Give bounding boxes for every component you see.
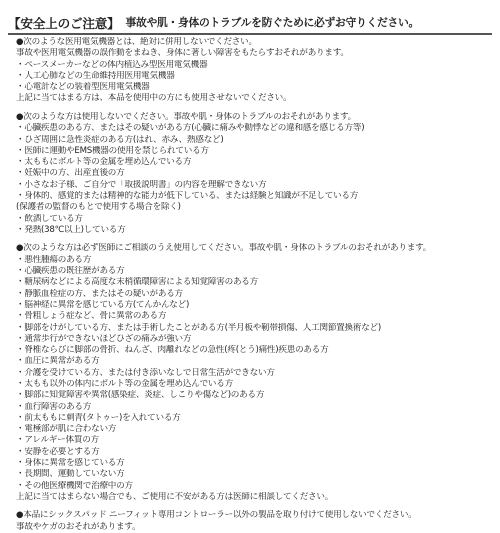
notice-line: ・ペースメーカーなどの体内植込み型医用電気機器 — [16, 59, 208, 70]
notice-line: 上記に当てはまる方は、本品を使用中の方にも使用させないでください。 — [16, 93, 292, 104]
section-lead-line: ●次のような医用電気機器とは、絶対に併用しないでください。 — [16, 37, 257, 47]
notice-line: ・静脈血栓症の方、またはその疑いがある方 — [16, 288, 183, 299]
notice-line: ・心臓疾患の既往歴がある方 — [16, 266, 125, 277]
notice-line: ・発熱(38℃以上)している方 — [16, 224, 126, 235]
notice-line: ・小さなお子様、ご自分で「取扱説明書」の内容を理解できない方 — [16, 179, 267, 190]
notice-line: ・長期間、運動していない方 — [16, 469, 125, 480]
notice-line: ・その他医療機関で治療中の方 — [16, 480, 133, 491]
notice-line: (保護者の監督のもとで使用する場合を除く) — [16, 202, 181, 213]
notice-line: ・脊椎ならびに脚部の骨折、ねんざ、肉離れなどの急性(疼(とう)痛性)疾患のある方 — [16, 345, 329, 356]
page-title: 【安全上のご注意】 — [8, 15, 120, 31]
notice-line: ・飲酒している方 — [16, 213, 83, 224]
section-gap — [16, 105, 494, 112]
notice-line: 上記に当てはまらない場合でも、ご使用に不安がある方は医師に相談してください。 — [16, 491, 334, 502]
notice-line: ・妊娠中の方、出産直後の方 — [16, 168, 125, 179]
notice-line: ・医師に運動やEMS機器の使用を禁じられている方 — [16, 145, 209, 156]
section-lead-line: ●次のような方は使用しないでください。事故や肌・身体のトラブルのおそれがあります。 — [16, 111, 356, 122]
header-divider — [8, 33, 492, 35]
notice-header — [8, 9, 492, 35]
notice-section — [16, 112, 494, 236]
notice-line: ・安静を必要とする方 — [16, 446, 100, 457]
notice-section — [16, 243, 494, 503]
notice-line: ・太もも以外の体内にボルト等の金属を埋め込んでいる方 — [16, 378, 233, 389]
notice-line: ・身体に異常を感じている方 — [16, 458, 125, 469]
section-lead-line: ●次のような方は必ず医師にご相談のうえ使用してください。事故や肌・身体のトラブルのおそれがあります。 — [16, 243, 432, 254]
notice-line: ・糖尿病などによる高度な末梢循環障害による知覚障害のある方 — [16, 277, 258, 288]
notice-line: ・骨粗しょう症など、骨に異常のある方 — [16, 311, 167, 322]
notice-line: ・アレルギー体質の方 — [16, 435, 99, 446]
notice-line: 事故やケガのおそれがあります。 — [16, 521, 141, 532]
section-lead-line: ●本品にシックスパッド ニーフィット専用コントローラー以外の製品を取り付けて使用しないでください。 — [16, 510, 417, 521]
notice-line: ・悪性腫瘍のある方 — [16, 254, 92, 265]
notice-line: ・脚部に知覚障害や異常(感染症、炎症、しこりや傷など)のある方 — [16, 390, 265, 401]
notice-line: ・脳神経に異常を感じている方(てんかんなど) — [16, 299, 190, 310]
notice-line: ・通常歩行ができないほどひざの痛みが強い方 — [16, 333, 192, 344]
notice-line: ・心臓疾患のある方、またはその疑いがある方(心臓に痛みや動悸などの違和感を感じる方等) — [16, 123, 365, 134]
notice-section — [16, 510, 494, 533]
notice-line: ・脚部をけがしている方、または手術したことがある方(半月板や靭帯損傷、人工関節置換術など) — [16, 322, 381, 333]
notice-line: ・ひざ周囲に急性炎症のある方(はれ、赤み、熱感など) — [16, 134, 224, 145]
notice-line: ・太ももにボルト等の金属を埋め込んでいる方 — [16, 157, 192, 168]
notice-line: ・身体的、感覚的または精神的な能力が低下している、または経験と知識が不足している方 — [16, 191, 359, 202]
notice-line: ・心電計などの装着型医用電気機器 — [16, 82, 150, 93]
notice-line: ・介護を受けている方、または付き添いなしで日常生活ができない方 — [16, 367, 275, 378]
notice-section — [16, 37, 494, 105]
notice-line: ・人工心肺などの生命維持用医用電気機器 — [16, 70, 175, 81]
section-gap — [16, 503, 494, 510]
notice-line: ・電極部が肌に合わない方 — [16, 424, 117, 435]
safety-notice-body — [16, 37, 494, 533]
page-subtitle: 事故や肌・身体のトラブルを防ぐために必ずお守りください。 — [125, 15, 420, 29]
notice-line: ・血行障害のある方 — [16, 401, 92, 412]
notice-line: 事故や医用電気機器の誤作動をまねき、身体に著しい障害をもたらすおそれがあります。 — [16, 48, 349, 59]
section-gap — [16, 236, 494, 243]
notice-line: ・前太ももに刺青(タトゥー)を入れている方 — [16, 412, 181, 423]
notice-line: ・血圧に異常がある方 — [16, 356, 100, 367]
